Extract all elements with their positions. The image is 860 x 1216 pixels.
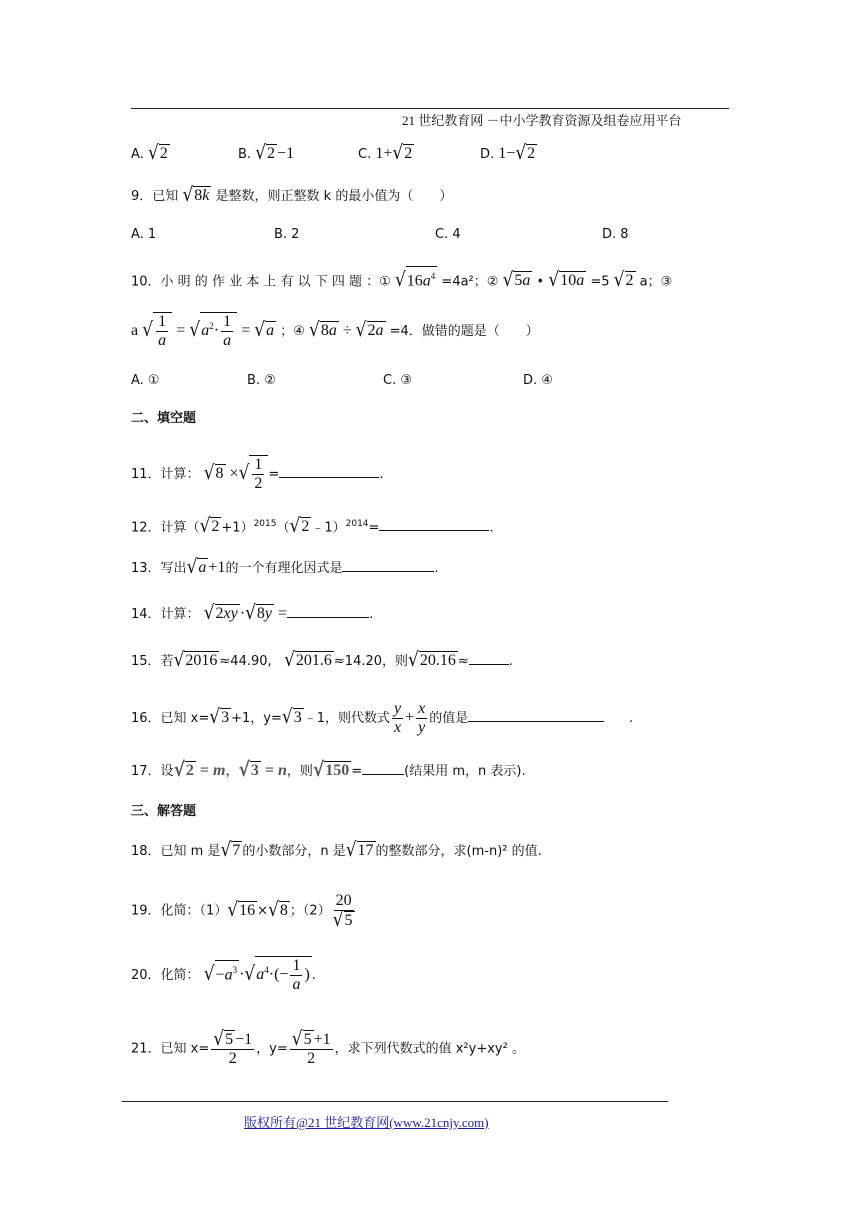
question-18: 18．已知 m 是√7 的小数部分，n 是√17 的整数部分，求(m-n)² 的值.	[131, 838, 542, 862]
question-15: 15．若√2016 ≈44.90, √201.6 ≈14.20，则√20.16 ≈ .	[131, 648, 513, 672]
q9-option-c: C. 4	[435, 227, 461, 242]
q10-option-c: C. ③	[383, 373, 412, 388]
q9-option-b: B. 2	[274, 227, 300, 242]
question-10-line2: a √ $\frac{1}{a}$ = $√a^2\cdot$ $\frac{1}{a}$ = √a ；④ √8a ÷ √2a =4．做错的题是（ ）	[131, 313, 539, 349]
answer-blank[interactable]	[469, 652, 509, 665]
q8-option-b: B. √2 −1	[238, 141, 295, 165]
header-rule	[131, 108, 729, 109]
copyright-link[interactable]: 版权所有@21 世纪教育网(www.21cnjy.com)	[244, 1115, 489, 1130]
question-20: 20．化简： $√-a^3 \cdot√a^4\cdot(-$ $\frac{1}{a}$ ) .	[131, 957, 316, 993]
answer-blank[interactable]	[287, 605, 369, 618]
question-13: 13．写出√a +1的一个有理化因式是 .	[131, 555, 439, 579]
q9-option-d: D. 8	[602, 227, 629, 242]
answer-blank[interactable]	[362, 762, 404, 775]
answer-blank[interactable]	[468, 709, 604, 722]
footer-rule	[122, 1101, 668, 1102]
q10-option-a: A. ①	[131, 373, 160, 388]
q8-option-d: D. 1−√2	[480, 141, 536, 165]
question-10-line1: 10．小 明 的 作 业 本 上 有 以 下 四 题 ：① $√16a^4 =4a^2$；② √5a • √10a =5 √2 a；③	[131, 266, 672, 292]
q10-option-b: B. ②	[247, 373, 276, 388]
question-16: 16．已知 x=√3 +1，y=√3 ﹣1，则代数式 $\frac{y}{x}$ + $\frac{x}{y}$ 的值是 .	[131, 700, 634, 736]
question-9: 9．已知 √8k 是整数，则正整数 k 的最小值为（ ）	[131, 183, 453, 207]
q10-option-d: D. ④	[523, 373, 553, 388]
question-17: 17．设√2 = m，√3 = n，则√150 = (结果用 m，n 表示).	[131, 758, 526, 782]
header-text: 21 世纪教育网 －中小学教育资源及组卷应用平台	[402, 113, 682, 128]
answer-blank[interactable]	[379, 518, 489, 531]
question-19: 19．化简：（1）√16 ×√8 ；（2） $\frac{20}{√5}$	[131, 892, 353, 932]
question-12: 12．计算$(√2 +1)^{2015}(√2$ ﹣1）$^{2014}$= .	[131, 514, 494, 538]
q8-option-c: C. 1+√2	[358, 141, 413, 165]
q9-option-a: A. 1	[131, 227, 157, 242]
question-11: 11．计算： √8 ×√ $\frac{1}{2}$ = .	[131, 456, 384, 492]
question-14: 14．计算： √2xy ·√8y = .	[131, 601, 374, 625]
answer-blank[interactable]	[279, 465, 379, 478]
section-heading-fill-in: 二、填空题	[131, 411, 197, 426]
section-heading-solutions: 三、解答题	[131, 804, 197, 819]
answer-blank[interactable]	[342, 559, 434, 572]
q8-option-a: A. √2	[131, 141, 168, 165]
question-21: 21．已知 x= $\frac{√5 -1}{2}$ ，y= $\frac{√5 +1}{2}$ ，求下列代数式的值 x²y+xy² 。	[131, 1027, 525, 1067]
